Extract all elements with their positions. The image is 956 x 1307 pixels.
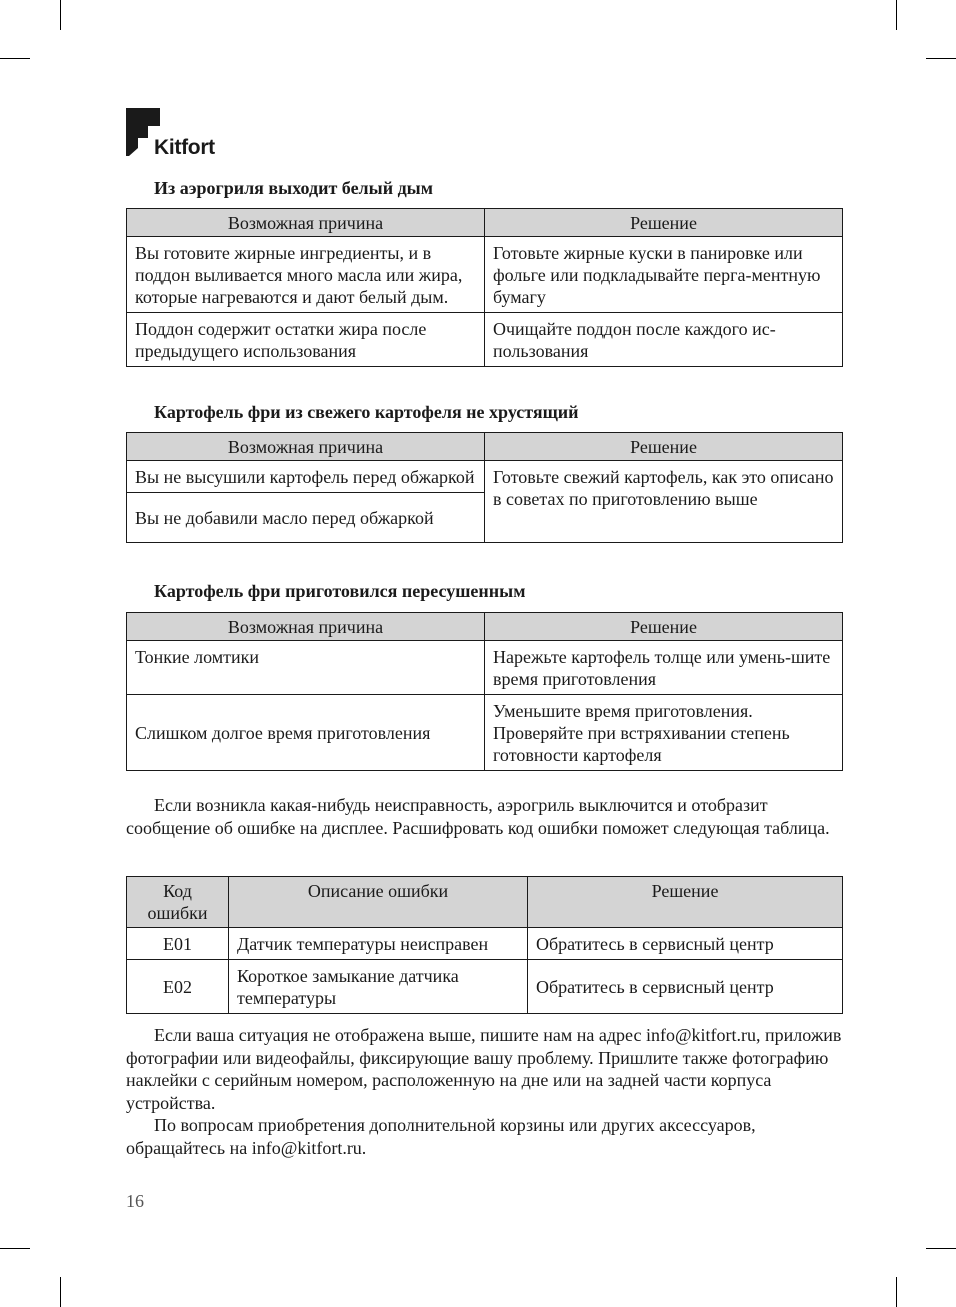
- column-header-code: Код ошибки: [127, 877, 229, 928]
- error-code-table: [126, 876, 843, 1014]
- error-intro-text: Если возникла какая-нибудь неисправность, аэрогриль выключится и отобразит сообщение об ошибке на дисплее. Расшифровать код ошибки поможет следующая таблица.: [126, 795, 830, 838]
- crop-mark: [926, 58, 956, 59]
- error-intro-paragraph: [126, 794, 842, 839]
- cause-cell: Слишком долгое время приготовления: [127, 695, 485, 771]
- section3-table: [126, 612, 843, 771]
- section3-title: Картофель фри приготовился пересушенным: [154, 581, 526, 601]
- crop-mark: [896, 0, 897, 30]
- column-header-solution: Решение: [485, 209, 843, 237]
- cause-cell: Вы готовите жирные ингредиенты, и в поддон выливается много масла или жира, которые нагреваются и дают белый дым.: [127, 237, 485, 313]
- contact-paragraph: По вопросам приобретения дополнительной корзины или других аксессуаров, обращайтесь на info@kitfort.ru.: [126, 1115, 756, 1158]
- table-row: [127, 641, 843, 695]
- solution-cell: Готовьте жирные куски в панировке или фольге или подкладывайте перга-ментную бумагу: [485, 237, 843, 313]
- column-header-cause: Возможная причина: [127, 433, 485, 461]
- section1-table: [126, 208, 843, 367]
- crop-mark: [60, 1277, 61, 1307]
- error-description-cell: Короткое замыкание датчика температуры: [229, 960, 528, 1014]
- solution-cell: Нарежьте картофель толще или умень-шите время приготовления: [485, 641, 843, 695]
- solution-cell: Готовьте свежий картофель, как это описано в советах по приготовлению выше: [485, 461, 843, 543]
- table-row: [127, 960, 843, 1014]
- crop-mark: [60, 0, 61, 30]
- solution-cell: Очищайте поддон после каждого ис-пользования: [485, 313, 843, 367]
- error-code-cell: E02: [127, 960, 229, 1014]
- error-description-cell: Датчик температуры неисправен: [229, 928, 528, 960]
- column-header-description: Описание ошибки: [229, 877, 528, 928]
- brand-name: Kitfort: [154, 136, 215, 159]
- contact-paragraphs: [126, 1024, 842, 1159]
- column-header-solution: Решение: [528, 877, 843, 928]
- error-code-cell: E01: [127, 928, 229, 960]
- section2-table: [126, 432, 843, 543]
- column-header-solution: Решение: [485, 433, 843, 461]
- section1-title: Из аэрогриля выходит белый дым: [154, 178, 433, 198]
- crop-mark: [0, 1248, 30, 1249]
- crop-mark: [926, 1248, 956, 1249]
- cause-cell: Вы не высушили картофель перед обжаркой: [127, 461, 485, 493]
- contact-paragraph: Если ваша ситуация не отображена выше, пишите нам на адрес info@kitfort.ru, приложив фотографии или видеофайлы, фиксирующие вашу проблему. Пришлите также фотографию наклейки с серийным номером, расположенную на дне или на задней части корпуса устройства.: [126, 1025, 842, 1113]
- error-solution-cell: Обратитесь в сервисный центр: [528, 960, 843, 1014]
- table-row: [127, 461, 843, 493]
- table-row: [127, 695, 843, 771]
- solution-cell: Уменьшите время приготовления. Проверяйте при встряхивании степень готовности картофеля: [485, 695, 843, 771]
- table-row: [127, 237, 843, 313]
- cause-cell: Поддон содержит остатки жира после предыдущего использования: [127, 313, 485, 367]
- error-solution-cell: Обратитесь в сервисный центр: [528, 928, 843, 960]
- column-header-solution: Решение: [485, 613, 843, 641]
- table-row: [127, 313, 843, 367]
- kitfort-logo: [126, 108, 246, 158]
- crop-mark: [0, 58, 30, 59]
- crop-mark: [896, 1277, 897, 1307]
- table-row: [127, 928, 843, 960]
- column-header-cause: Возможная причина: [127, 209, 485, 237]
- section2-title: Картофель фри из свежего картофеля не хрустящий: [154, 402, 579, 422]
- page-number: 16: [126, 1191, 144, 1211]
- cause-cell: Тонкие ломтики: [127, 641, 485, 695]
- column-header-cause: Возможная причина: [127, 613, 485, 641]
- cause-cell: Вы не добавили масло перед обжаркой: [127, 493, 485, 543]
